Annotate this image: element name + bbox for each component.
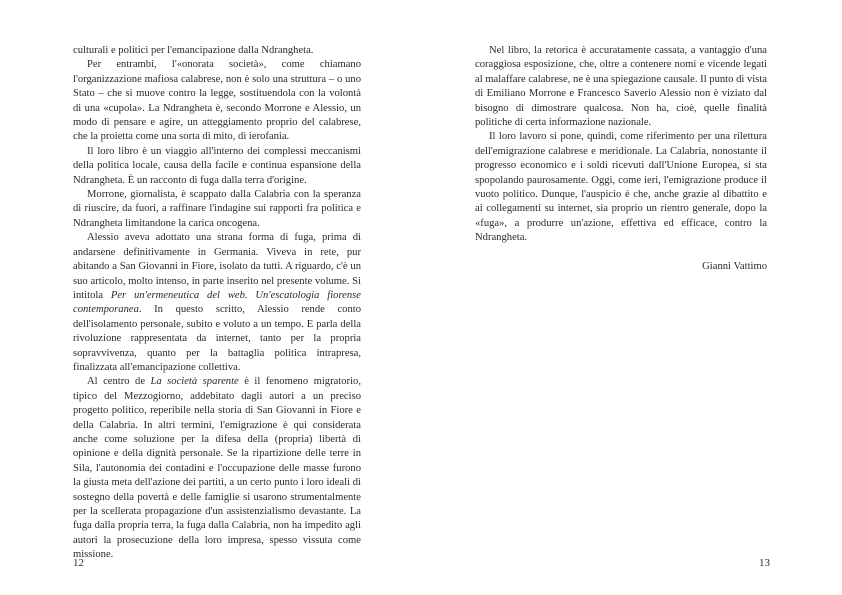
- right-text-column: [475, 44, 767, 274]
- signature: Gianni Vattimo: [702, 260, 767, 272]
- paragraph: [73, 231, 361, 375]
- paragraph: [73, 375, 361, 562]
- paragraph-text: . In questo scritto, Alessio rende conto dell'isolamento personale, subito e voluto a un tempo. E parla della rivoluzione rappresentata da internet, tanto per la propria sopravvivenza, quanto per la battaglia politica intrapresa, finalizzata all'emancipazione collettiva.: [73, 304, 361, 373]
- paragraph-text: Al centro de: [87, 376, 151, 388]
- paragraph: Il loro lavoro si pone, quindi, come riferimento per una rilettura dell'emigrazione calabrese e meridionale. La Calabria, nonostante il progresso economico e i soldi ricevuti dall'Unione Europea, si sta spopolando paurosamente. Oggi, come ieri, l'emigrazione produce il vuoto politico. Dunque, l'auspicio è che, anche grazie al dibattito e ai collegamenti su internet, sia proprio un rientro generale, dopo la «fuga», a produrre un'azione, effettiva ed efficace, contro la Ndrangheta.: [475, 131, 767, 244]
- page-number-right: 13: [759, 557, 770, 569]
- paragraph: Per entrambi, l'«onorata società», come chiamano l'organizzazione mafiosa calabrese, non è solo una struttura – o uno Stato – che si muove contro la legge, sostituendola con la volontà di una «cupola». La Ndrangheta è, secondo Morrone e Alessio, un modo di pensare e agire, un atteggiamento proprio del calabrese, che la proietta come una sorta di mito, di ierofania.: [73, 59, 361, 143]
- paragraph: culturali e politici per l'emancipazione dalla Ndrangheta.: [73, 45, 314, 56]
- paragraph: Morrone, giornalista, è scappato dalla Calabria con la speranza di riuscire, da fuori, a raffinare l'indagine sui rapporti fra politica e Ndrangheta limitandone la carica oncogena.: [73, 189, 361, 229]
- paragraph: Nel libro, la retorica è accuratamente cassata, a vantaggio d'una coraggiosa esposizione, che, oltre a contenere nomi e vicende legati al malaffare calabrese, ne è una spiegazione causale. Il punto di vista di Emiliano Morrone e Francesco Saverio Alessio non è viziato dal bisogno di dimostrare qualcosa. Non ha, cioè, quelle finalità politiche di certa informazione nazionale.: [475, 45, 767, 129]
- paragraph-text: Alessio aveva adottato una strana forma di fuga, prima di andarsene definitivamente in Germania. Viveva in rete, pur abitando a San Giovanni in Fiore, isolato da tutti. A riguardo, c'è un suo articolo, molto intenso, in parte inserito nel presente volume. Si intitola: [73, 232, 361, 301]
- article-title: Per un'ermeneutica del web. Un'escatologia fiorense contemporanea: [73, 289, 361, 316]
- left-text-column: [73, 44, 361, 563]
- page-number-left: 12: [73, 557, 84, 569]
- paragraph: Il loro libro è un viaggio all'interno dei complessi meccanismi della politica locale, causa della facile e continua espansione della Ndrangheta. È un racconto di fuga dalla terra d'origine.: [73, 145, 361, 186]
- paragraph-text: è il fenomeno migratorio, tipico del Mezzogiorno, addebitato dagli autori a un preciso progetto politico, reperibile nella storia di San Giovanni in Fiore e della Calabria. In altri termini, l'emigrazione è qui considerata anche come soluzione per la difesa della (propria) libertà di opinione e della dignità personale. Se la ripartizione delle terre in Sila, l'autonomia dei contadini e l'occupazione delle masse furono la giusta meta dell'azione dei partiti, a un certo punto i loro ideali di sostegno della povertà e delle famiglie si usarono strumentalmente per la scellerata propagazione d'un assistenzialismo devastante. La fuga dalla propria terra, la fuga dalla Calabria, non ha impedito agli autori la prosecuzione della loro impresa, spesso vissuta come missione.: [73, 376, 361, 561]
- book-title: La società sparente: [150, 376, 239, 388]
